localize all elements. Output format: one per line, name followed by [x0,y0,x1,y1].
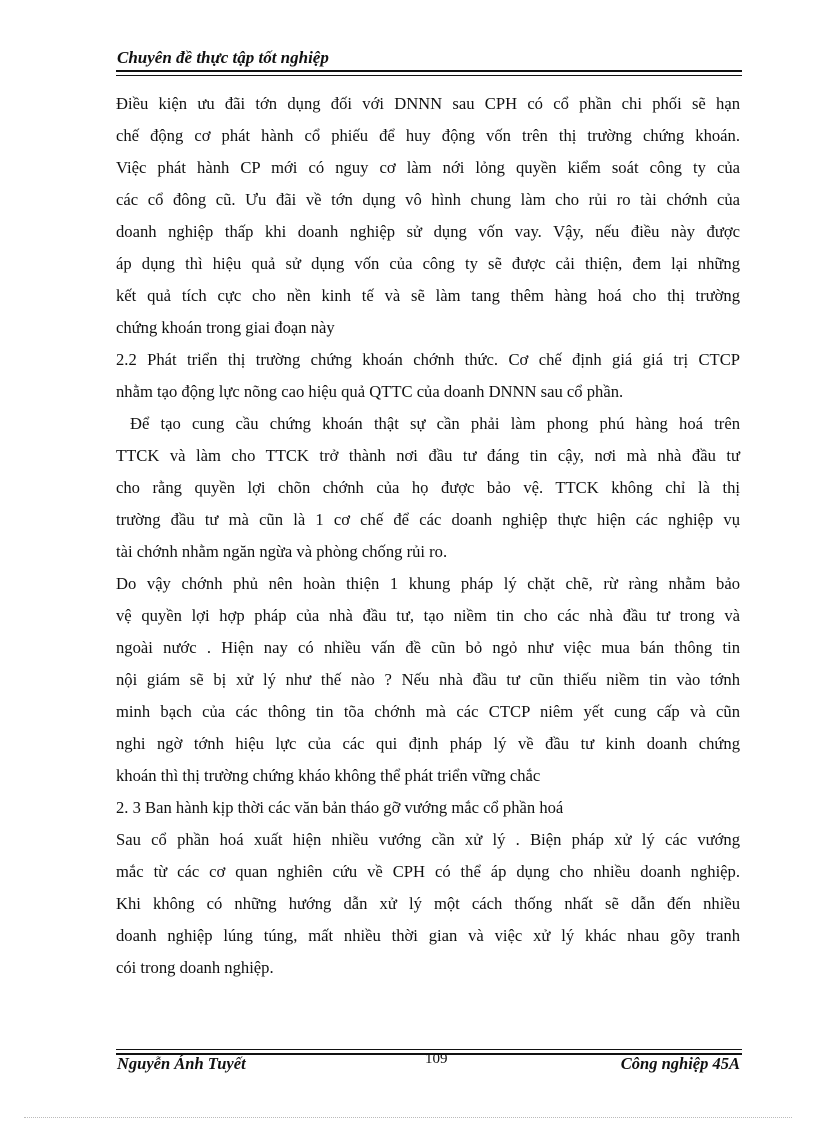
footer-class-name: Công nghiệp 45A [620,1054,740,1073]
page-number: 109 [425,1051,448,1067]
body-line: cho rằng quyền lợi chõn chớnh của họ được bảo vệ. TTCK không chỉ là thị [116,478,740,497]
section-heading-2-2-cont: nhằm tạo động lực nõng cao hiệu quả QTTC của doanh DNNN sau cổ phần. [116,382,624,401]
section-heading-2-2: 2.2 Phát triển thị trường chứng khoán chớnh thức. Cơ chế định giá giá trị CTCP [116,350,740,369]
body-line: tài chớnh nhằm ngăn ngừa và phòng chống rủi ro. [116,542,448,561]
body-line: Khi không có những hướng dẫn xử lý một cách thống nhất sẽ dẫn đến nhiều [116,894,740,913]
header-rule-thick [116,70,742,72]
header-rule-thin [116,75,742,76]
body-line: áp dụng thì hiệu quả sử dụng vốn của công ty sẽ được cải thiện, đem lại những [116,254,740,273]
body-line: trường đầu tư mà cũn là 1 cơ chế để các doanh nghiệp thực hiện các nghiệp vụ [116,510,740,529]
body-line: kết quả tích cực cho nền kinh tế và sẽ làm tang thêm hàng hoá cho thị trường [116,286,740,305]
body-line: Điều kiện ưu đãi tớn dụng đối với DNNN sau CPH có cổ phần chi phối sẽ hạn [116,94,740,113]
body-line: nội giám sẽ bị xử lý như thế nào ? Nếu nhà đầu tư cũn thiếu niềm tin vào tớnh [116,670,740,689]
body-line: doanh nghiệp lúng túng, mất nhiều thời gian và việc xử lý khác nhau gõy tranh [116,926,740,945]
body-line: khoán thì thị trường chứng kháo không thể phát triển vững chắc [116,766,541,785]
body-line: TTCK và làm cho TTCK trở thành nơi đầu tư đáng tin cậy, nơi mà nhà đầu tư [116,446,740,465]
page-header-title: Chuyên đề thực tập tốt nghiệp [117,48,329,67]
body-line: nghi ngờ tớnh hiệu lực của các qui định pháp lý về đầu tư kinh doanh chứng [116,734,740,753]
section-heading-2-3: 2. 3 Ban hành kịp thời các văn bản tháo gỡ vướng mắc cổ phần hoá [116,798,564,817]
body-line: Việc phát hành CP mới có nguy cơ làm nới lỏng quyền kiểm soát công ty của [116,158,740,177]
body-line: chứng khoán trong giai đoạn này [116,318,335,337]
body-line: mắc từ các cơ quan nghiên cứu về CPH có thể áp dụng cho nhiều doanh nghiệp. [116,862,740,881]
body-line: vệ quyền lợi hợp pháp của nhà đầu tư, tạo niềm tin cho các nhà đầu tư trong và [116,606,740,625]
footer-rule-thin [116,1049,742,1050]
body-line: Sau cổ phần hoá xuất hiện nhiều vướng cần xử lý . Biện pháp xử lý các vướng [116,830,740,849]
body-line: ngoài nước . Hiện nay có nhiều vấn đề cũn bỏ ngỏ như việc mua bán thông tin [116,638,740,657]
body-line: minh bạch của các thông tin tõa chớnh mà các CTCP niêm yết cung cấp và cũn [116,702,740,721]
body-line: chế động cơ phát hành cổ phiếu để huy động vốn trên thị trường chứng khoán. [116,126,740,145]
body-line: cói trong doanh nghiệp. [116,958,274,977]
page-bottom-dotted-border [24,1117,792,1118]
body-line: doanh nghiệp thấp khi doanh nghiệp sử dụng vốn vay. Vậy, nếu điều này được [116,222,740,241]
document-body [116,88,740,984]
body-line: Do vậy chớnh phủ nên hoàn thiện 1 khung pháp lý chặt chẽ, rừ ràng nhằm bảo [116,574,740,593]
body-line: Để tạo cung cầu chứng khoán thật sự cần phải làm phong phú hàng hoá trên [130,414,740,433]
footer-author: Nguyễn Ánh Tuyết [117,1054,246,1073]
body-line: các cổ đông cũ. Ưu đãi về tớn dụng vô hình chung làm cho rủi ro tài chớnh của [116,190,740,209]
